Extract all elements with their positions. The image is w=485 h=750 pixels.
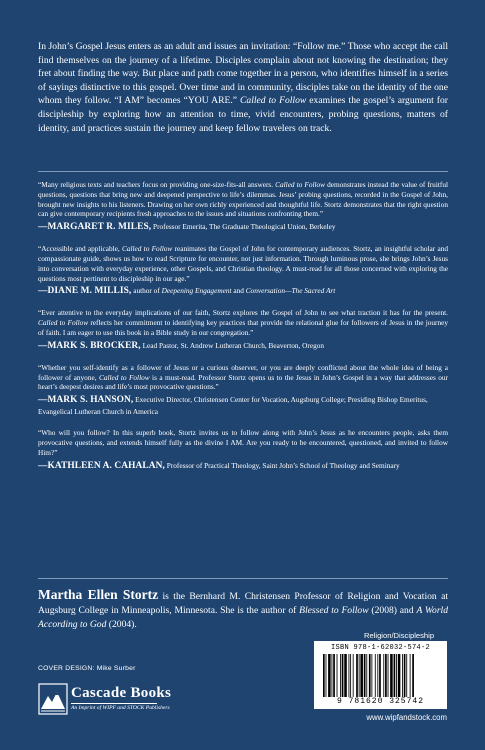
endorsement-quote: “Many religious texts and teachers focus on providing one-size-fits-all answers. Called to Follow demonstrates instead the value of fruitful questions, questions that bring new and deepened perspective to life’s dilemmas. Jesus’ probing questions, recorded in the Gospel of John, brought new insights to his listeners. Drawing on her own richly experienced and thoughtful life. Stortz demonstrates that the right question can give contemporary recipients fresh approaches to the issues and situations confronting them.” (38, 180, 448, 219)
isbn-label: ISBN 978-1-62032-574-2 (330, 644, 430, 652)
cover-design-credit: COVER DESIGN: Mike Surber (38, 665, 136, 672)
endorsement-quote: “Whether you self-identify as a follower of Jesus or a curious observer, or you are deeply conflicted about the whole idea of being a follower of anyone, Called to Follow is a must-read. Professor Stortz opens us to the Jesus in John’s Gospel in a way that addresses our heart’s deepest desires and life’s most provocative questions.” (38, 362, 448, 392)
endorsement-attribution: —KATHLEEN A. CAHALAN, Professor of Practical Theology, Saint John’s School of Theology and Seminary (38, 460, 400, 471)
endorsement-miles (38, 180, 448, 233)
endorsement-quote: “Accessible and applicable, Called to Follow reanimates the Gospel of John for contemporary audiences. Stortz, an insightful scholar and compassionate guide, shows us how to read Scripture for encounter, not just information. Through luminous prose, she brings John’s Jesus into conversation with everyday experience, other Gospels, and Christian theology. A must-read for all those concerned with exploring the questions most pertinent to discipleship in our age.” (38, 244, 448, 283)
endorsement-attribution: —MARK S. BROCKER, Lead Pastor, St. Andrew Lutheran Church, Beaverton, Oregon (38, 340, 325, 351)
publisher-imprint: An Imprint of WIPF and STOCK Publishers (71, 705, 170, 711)
endorsement-quote: “Ever attentive to the everyday implications of our faith, Stortz explores the Gospel of John to see what traction it has for the present. Called to Follow reflects her commitment to identifying key practices that provide the relational glue for followers of Jesus in the journey of faith. I am eager to use this book in a Bible study in our congregation.” (38, 308, 448, 337)
book-title: Called to Follow (240, 95, 307, 107)
publisher-rule (71, 703, 157, 704)
isbn-barcode (314, 641, 447, 709)
endorsement-attribution: —MARGARET R. MILES, Professor Emerita, The Graduate Theological Union, Berkeley (38, 222, 336, 233)
endorsement-cahalan (38, 428, 448, 471)
endorsements (38, 180, 448, 483)
endorsement-attribution: —MARK S. HANSON, Executive Director, Christensen Center for Vocation, Augsburg College; Presiding Bishop Emeritus, Evangelical Lutheran Church in America (38, 395, 428, 417)
endorsement-attribution: —DIANE M. MILLIS, author of Deepening Engagement and Conversation—The Sacred Art (38, 286, 336, 297)
category-label: Religion/Discipleship (364, 631, 435, 640)
cascade-mountain-icon (38, 683, 68, 715)
barcode-icon (323, 654, 438, 697)
publisher-name: Cascade Books (71, 685, 172, 701)
endorsement-millis (38, 244, 448, 297)
endorsement-hanson (38, 363, 448, 417)
endorsement-brocker (38, 308, 448, 351)
publisher-logo (38, 683, 238, 723)
publisher-website: www.wipfandstock.com (366, 713, 447, 722)
book-description: In John’s Gospel Jesus enters as an adult and issues an invitation: “Follow me.” Those who accept the call find themselves on the journey of a lifetime. Disciples complain about not knowing the destination; they fret about finding the way. But place and path come together in a person, who identifies himself in a series of sayings distinctive to this gospel. Over time and in community, disciples take on the identity of the one whom they follow. “I AM” becomes “YOU ARE.” Called to Follow examines the gospel’s argument for discipleship by exploring how an attention to time, vivid encounters, probing questions, matters of identity, and practices sustain the journey and keep fellow travelers on track. (38, 41, 448, 134)
endorsement-quote: “Who will you follow? In this superb book, Stortz invites us to follow along with John’s Jesus as he encounters people, asks them provocative questions, and extends himself fully as the divine I AM. Are you ready to be encountered, questioned, and invited to follow Him?” (38, 428, 448, 457)
author-bio: Martha Ellen Stortz is the Bernhard M. Christensen Professor of Religion and Vocation at Augsburg College in Minneapolis, Minnesota. She is the author of Blessed to Follow (2008) and A World According to God (2004). (38, 587, 449, 630)
divider-top (38, 171, 448, 172)
divider-bottom (38, 578, 448, 579)
author-name: Martha Ellen Stortz (38, 587, 159, 602)
barcode-digits: 9 781620 325742 (336, 697, 424, 706)
